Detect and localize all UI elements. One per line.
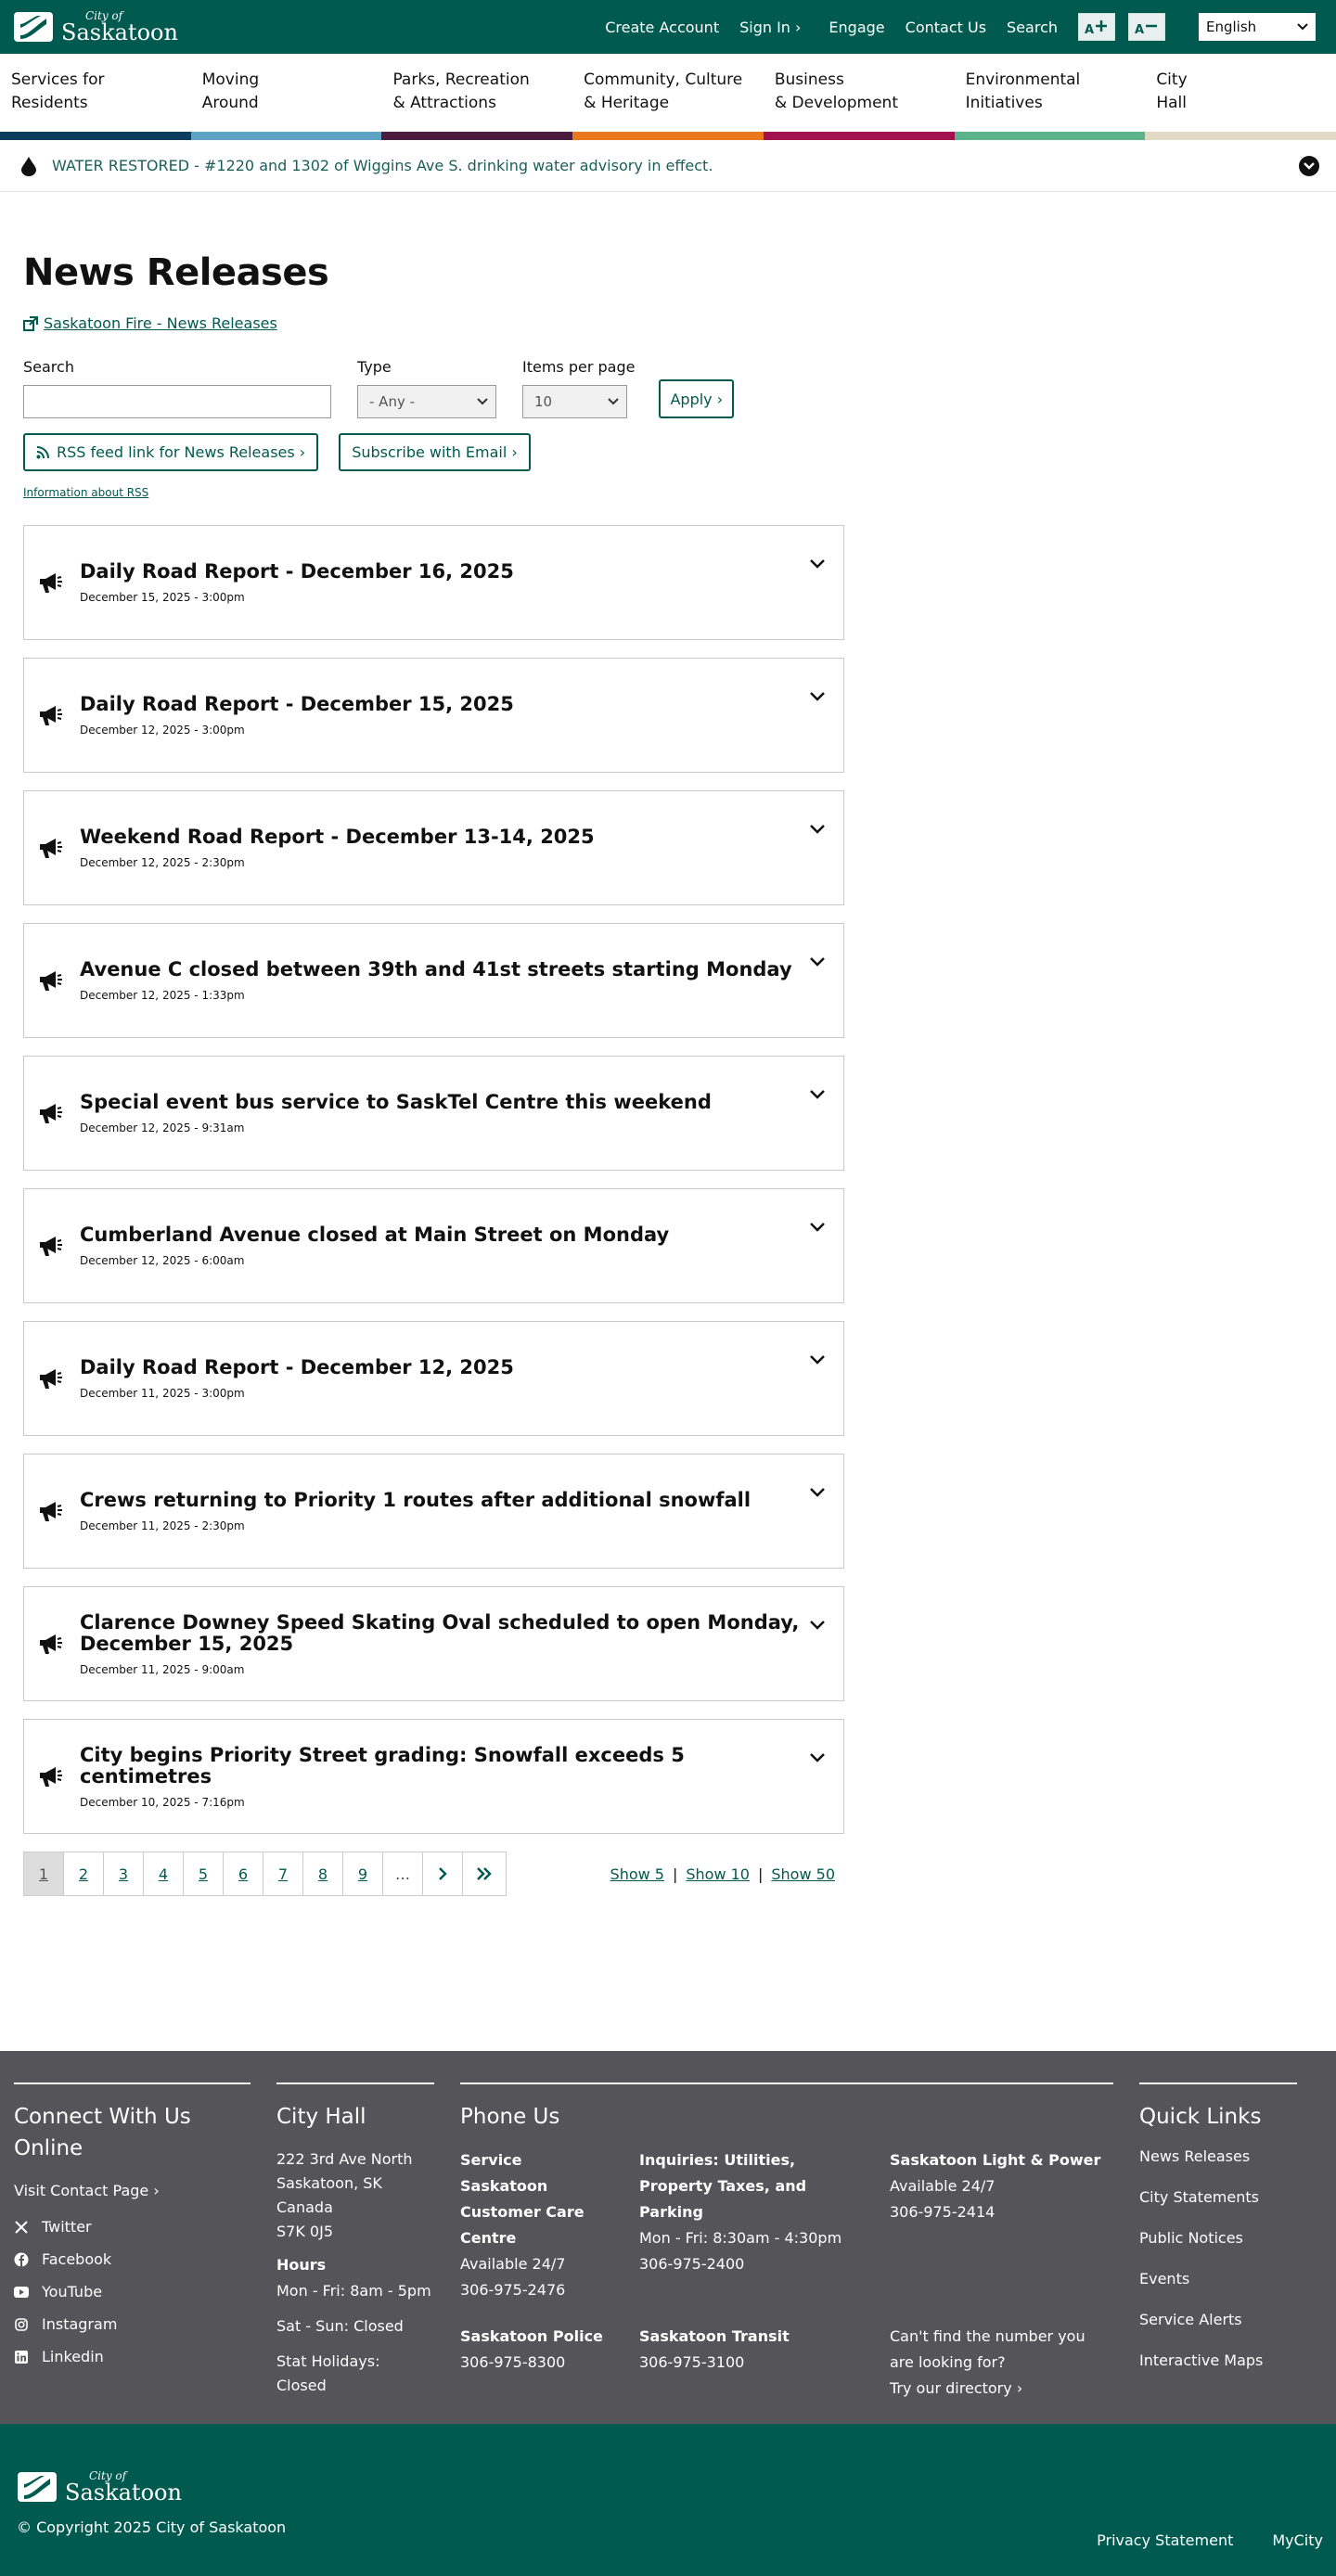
- nav-item-label-line1: Services for: [11, 70, 105, 89]
- chevron-down-icon[interactable]: [808, 686, 827, 705]
- phone-entry-line: 306-975-2414: [890, 2203, 996, 2221]
- chevron-down-icon: [608, 398, 619, 405]
- main-nav: [0, 54, 1336, 140]
- news-item[interactable]: [23, 658, 844, 773]
- bottom-bar: [0, 2424, 1336, 2576]
- phone-entry-title: Service Saskatoon Customer Care Centre: [460, 2151, 584, 2247]
- pagination: [23, 1852, 844, 1896]
- news-item-title[interactable]: Daily Road Report - December 15, 2025: [80, 693, 514, 715]
- news-item-date: December 12, 2025 - 6:00am: [80, 1254, 245, 1267]
- phone-entry: [460, 2147, 609, 2303]
- items-per-page-value: 10: [534, 393, 553, 410]
- nav-item-label-line1: Business: [774, 70, 844, 89]
- external-link-icon: [23, 316, 38, 331]
- footer-phone: [460, 2083, 1113, 2424]
- news-item[interactable]: [23, 790, 844, 905]
- chevron-down-icon[interactable]: [808, 1350, 827, 1368]
- news-item-title[interactable]: Weekend Road Report - December 13-14, 2025: [80, 826, 595, 848]
- nav-item-label-line2: & Attractions: [392, 94, 496, 112]
- address-line: Canada: [276, 2198, 333, 2216]
- news-item-date: December 12, 2025 - 3:00pm: [80, 724, 245, 737]
- chevron-down-icon: [477, 398, 488, 405]
- megaphone-icon: [37, 968, 63, 993]
- phone-entry-line: Available 24/7: [890, 2177, 996, 2195]
- news-item-text: [80, 672, 808, 759]
- news-item-text: [80, 1202, 808, 1289]
- phone-entry-line: 306-975-2400: [639, 2255, 745, 2273]
- news-item-text: [80, 1467, 808, 1555]
- nav-color-bar: [381, 132, 572, 140]
- megaphone-icon: [37, 570, 63, 595]
- logo-text-small: City of: [85, 9, 123, 22]
- main-content: [0, 251, 1336, 1896]
- news-item[interactable]: [23, 1321, 844, 1436]
- quick-link[interactable]: News Releases: [1139, 2147, 1251, 2165]
- svg-text:A: A: [1085, 23, 1095, 36]
- nav-item-label-line2: Initiatives: [965, 94, 1043, 112]
- social-link-instagram[interactable]: [14, 2315, 250, 2333]
- news-item-title[interactable]: Cumberland Avenue closed at Main Street on Monday: [80, 1224, 670, 1246]
- create-account-link[interactable]: Create Account: [605, 18, 720, 36]
- footer-logo[interactable]: [17, 2470, 1322, 2504]
- chevron-down-icon[interactable]: [808, 1217, 827, 1236]
- news-item-title[interactable]: Daily Road Report - December 12, 2025: [80, 1356, 514, 1378]
- youtube-icon: [14, 2285, 29, 2300]
- footer-quick-links: [1139, 2083, 1297, 2424]
- logo-mark-icon: [17, 2471, 58, 2503]
- logo-text-small: City of: [89, 2469, 127, 2482]
- type-select-value: - Any -: [369, 393, 416, 410]
- news-item-date: December 12, 2025 - 2:30pm: [80, 856, 245, 869]
- nav-item-label-line2: Around: [201, 94, 259, 112]
- hours-title: Hours: [276, 2256, 327, 2274]
- news-item-title[interactable]: Special event bus service to SaskTel Centre this weekend: [80, 1091, 712, 1113]
- items-per-page-select[interactable]: [522, 385, 627, 418]
- quick-link[interactable]: Public Notices: [1139, 2229, 1243, 2247]
- phone-entry-line: 306-975-3100: [639, 2353, 745, 2371]
- rss-icon: [36, 446, 49, 459]
- news-item-text: [80, 539, 808, 626]
- search-link[interactable]: Search: [1007, 18, 1058, 36]
- last-page-button[interactable]: [463, 1852, 506, 1895]
- page-ellipsis: …: [383, 1852, 423, 1895]
- quick-links-title: Quick Links: [1139, 2105, 1262, 2129]
- news-item[interactable]: [23, 1454, 844, 1569]
- news-item-date: December 11, 2025 - 3:00pm: [80, 1387, 245, 1400]
- alert-text[interactable]: WATER RESTORED - #1220 and 1302 of Wiggins Ave S. drinking water advisory in effect.: [52, 157, 713, 174]
- news-item-date: December 12, 2025 - 9:31am: [80, 1121, 245, 1134]
- phone-entry: [460, 2324, 639, 2402]
- chevron-down-icon[interactable]: [808, 1084, 827, 1103]
- nav-item[interactable]: [191, 54, 382, 140]
- social-link-label: YouTube: [42, 2283, 103, 2300]
- water-drop-icon: [20, 156, 37, 176]
- nav-color-bar: [0, 132, 191, 140]
- news-item-title[interactable]: Clarence Downey Speed Skating Oval scheduled to open Monday, December 15, 2025: [80, 1610, 800, 1655]
- nav-color-bar: [955, 132, 1146, 140]
- megaphone-icon: [37, 1632, 63, 1656]
- chevron-down-icon: [1304, 162, 1315, 170]
- subscribe-email-button[interactable]: Subscribe with Email ›: [339, 433, 531, 471]
- address-line: Saskatoon, SK: [276, 2174, 382, 2192]
- facebook-icon: [14, 2252, 29, 2267]
- search-input[interactable]: [23, 385, 331, 418]
- page-title: News Releases: [23, 251, 329, 294]
- font-decrease-icon: [1133, 18, 1161, 36]
- news-list: [23, 525, 844, 1834]
- nav-item[interactable]: [572, 54, 764, 140]
- city-logo[interactable]: [13, 10, 178, 44]
- page-link[interactable]: 6: [224, 1852, 263, 1895]
- news-item[interactable]: [23, 525, 844, 640]
- type-select[interactable]: [357, 385, 496, 418]
- hours-line: Sat - Sun: Closed: [276, 2317, 404, 2335]
- phone-entry-line: Can't find the number you are looking for?: [890, 2327, 1086, 2371]
- nav-color-bar: [764, 132, 955, 140]
- font-decrease-button[interactable]: [1128, 13, 1165, 41]
- logo-text-big: Saskatoon: [65, 2480, 182, 2506]
- font-increase-icon: [1083, 18, 1111, 36]
- separator: |: [672, 1865, 678, 1883]
- news-item-date: December 15, 2025 - 3:00pm: [80, 591, 245, 604]
- language-select[interactable]: [1199, 13, 1316, 41]
- phone-entry-title: Saskatoon Transit: [639, 2327, 790, 2345]
- nav-item[interactable]: [381, 54, 572, 140]
- nav-color-bar: [191, 132, 382, 140]
- quick-link[interactable]: City Statements: [1139, 2188, 1259, 2206]
- news-item-title[interactable]: City begins Priority Street grading: Snowfall exceeds 5 centimetres: [80, 1743, 685, 1788]
- news-item-text: [80, 1335, 808, 1422]
- hours-line: Stat Holidays: Closed: [276, 2352, 380, 2394]
- search-label: Search: [23, 358, 74, 376]
- megaphone-icon: [37, 1234, 63, 1258]
- quick-link[interactable]: Service Alerts: [1139, 2311, 1242, 2328]
- social-link-label: Twitter: [42, 2218, 92, 2236]
- page-link[interactable]: 2: [64, 1852, 104, 1895]
- phone-entry-line: Available 24/7: [460, 2255, 566, 2273]
- chevron-down-icon[interactable]: [808, 554, 827, 572]
- chevron-right-icon: [437, 1867, 448, 1880]
- phone-entry: [890, 2324, 1113, 2402]
- news-item[interactable]: [23, 1586, 844, 1701]
- page-link[interactable]: 4: [144, 1852, 184, 1895]
- chevron-down-icon[interactable]: [808, 1482, 827, 1501]
- social-link-youtube[interactable]: [14, 2283, 250, 2300]
- news-item-text: [80, 804, 808, 891]
- address-line: S7K 0J5: [276, 2223, 333, 2240]
- social-link-facebook[interactable]: [14, 2250, 250, 2268]
- directory-link[interactable]: Try our directory ›: [890, 2379, 1023, 2397]
- news-item-date: December 12, 2025 - 1:33pm: [80, 989, 245, 1002]
- news-item[interactable]: [23, 923, 844, 1038]
- nav-item-label-line1: Community, Culture: [584, 70, 743, 89]
- apply-button[interactable]: Apply ›: [659, 379, 734, 418]
- news-item[interactable]: [23, 1056, 844, 1171]
- top-bar: [0, 0, 1336, 54]
- nav-item-label-line2: & Development: [774, 94, 898, 112]
- nav-item-label-line2: & Heritage: [584, 94, 670, 112]
- page-link[interactable]: 7: [263, 1852, 303, 1895]
- news-item-date: December 11, 2025 - 2:30pm: [80, 1519, 245, 1532]
- show-10-link[interactable]: Show 10: [686, 1865, 750, 1883]
- news-item[interactable]: [23, 1719, 844, 1834]
- megaphone-icon: [37, 703, 63, 727]
- news-item-text: [80, 1070, 808, 1157]
- chevron-down-icon[interactable]: [808, 1615, 827, 1634]
- phone-entry-title: Saskatoon Police: [460, 2327, 603, 2345]
- news-item-text: [80, 937, 808, 1024]
- nav-item-label-line1: Moving: [201, 70, 260, 89]
- twitter-icon: [14, 2220, 29, 2235]
- social-link-label: Linkedin: [42, 2348, 104, 2365]
- alert-banner: [0, 140, 1336, 192]
- nav-color-bar: [572, 132, 764, 140]
- site-header: [0, 0, 1336, 192]
- logo-mark-icon: [13, 11, 54, 43]
- connect-title: Connect With Us Online: [14, 2105, 191, 2160]
- megaphone-icon: [37, 1366, 63, 1391]
- engage-link[interactable]: Engage: [829, 18, 885, 36]
- chevron-down-icon[interactable]: [808, 819, 827, 838]
- svg-text:A: A: [1135, 23, 1145, 36]
- footer-city-hall: [276, 2083, 434, 2424]
- font-increase-button[interactable]: [1078, 13, 1115, 41]
- separator: |: [757, 1865, 764, 1883]
- items-per-page-label: Items per page: [522, 358, 636, 376]
- copyright: © Copyright 2025 City of Saskatoon: [17, 2518, 287, 2536]
- rss-feed-button[interactable]: [23, 433, 318, 471]
- phone-entry-line: Mon - Fri: 8:30am - 4:30pm: [639, 2229, 842, 2247]
- social-link-twitter[interactable]: [14, 2218, 250, 2236]
- show-50-link[interactable]: Show 50: [771, 1865, 835, 1883]
- news-item[interactable]: [23, 1188, 844, 1303]
- megaphone-icon: [37, 1764, 63, 1788]
- contact-us-link[interactable]: Contact Us: [905, 18, 987, 36]
- mycity-link[interactable]: MyCity: [1272, 2531, 1323, 2549]
- show-5-link[interactable]: Show 5: [610, 1865, 664, 1883]
- hours-line: Mon - Fri: 8am - 5pm: [276, 2282, 431, 2300]
- page-link[interactable]: 9: [343, 1852, 383, 1895]
- news-item-title[interactable]: Daily Road Report - December 16, 2025: [80, 560, 514, 583]
- nav-item[interactable]: [955, 54, 1146, 140]
- quick-link[interactable]: Interactive Maps: [1139, 2352, 1264, 2369]
- logo-text-big: Saskatoon: [61, 19, 178, 45]
- news-item-date: December 11, 2025 - 9:00am: [80, 1662, 245, 1676]
- filter-form: [23, 358, 1313, 418]
- phone-entry-title: Inquiries: Utilities, Property Taxes, and Parking: [639, 2151, 807, 2221]
- language-value: English: [1206, 19, 1257, 35]
- news-item-text: [80, 1590, 808, 1698]
- phone-entry: [639, 2324, 890, 2402]
- nav-item-label-line1: Parks, Recreation: [392, 70, 530, 89]
- megaphone-icon: [37, 836, 63, 860]
- linkedin-icon: [14, 2350, 29, 2365]
- rss-feed-button-label: RSS feed link for News Releases ›: [57, 443, 306, 461]
- chevron-down-icon: [1297, 23, 1308, 31]
- visit-contact-link[interactable]: Visit Contact Page ›: [14, 2182, 160, 2199]
- privacy-link[interactable]: Privacy Statement: [1097, 2531, 1234, 2549]
- fire-news-link-label: Saskatoon Fire - News Releases: [44, 314, 277, 332]
- social-link-label: Facebook: [42, 2250, 112, 2268]
- phone-entry-title: Saskatoon Light & Power: [890, 2151, 1101, 2169]
- phone-title: Phone Us: [460, 2105, 560, 2129]
- pager: [23, 1852, 507, 1896]
- double-chevron-right-icon: [476, 1867, 493, 1880]
- phone-entry: [639, 2147, 862, 2303]
- social-link-linkedin[interactable]: [14, 2348, 250, 2365]
- rss-info-link[interactable]: Information about RSS: [23, 486, 149, 499]
- news-item-title[interactable]: Crews returning to Priority 1 routes after additional snowfall: [80, 1489, 752, 1511]
- sign-in-link[interactable]: Sign In ›: [739, 18, 802, 36]
- megaphone-icon: [37, 1499, 63, 1523]
- page-link[interactable]: 1: [24, 1852, 64, 1895]
- city-hall-title: City Hall: [276, 2105, 366, 2129]
- phone-entry-line: 306-975-2476: [460, 2281, 566, 2299]
- nav-item-label-line1: City: [1156, 70, 1188, 89]
- chevron-down-icon[interactable]: [808, 1748, 827, 1766]
- nav-item[interactable]: [764, 54, 955, 140]
- type-label: Type: [357, 358, 392, 376]
- page-link[interactable]: 8: [303, 1852, 343, 1895]
- instagram-icon: [14, 2317, 29, 2332]
- show-count-links: [610, 1865, 844, 1883]
- nav-color-bar: [1145, 132, 1336, 140]
- nav-item-label-line1: Environmental: [965, 70, 1081, 89]
- page-link[interactable]: 5: [184, 1852, 224, 1895]
- fire-news-link[interactable]: [23, 314, 1313, 332]
- nav-item[interactable]: [0, 54, 191, 140]
- alert-toggle-button[interactable]: [1299, 156, 1319, 176]
- news-item-title[interactable]: Avenue C closed between 39th and 41st streets starting Monday: [80, 958, 792, 980]
- quick-link[interactable]: Events: [1139, 2270, 1190, 2288]
- nav-item[interactable]: [1145, 54, 1336, 140]
- address-line: 222 3rd Ave North: [276, 2150, 413, 2168]
- phone-entry: [890, 2147, 1113, 2303]
- page-link[interactable]: 3: [104, 1852, 144, 1895]
- next-page-button[interactable]: [423, 1852, 463, 1895]
- news-item-text: [80, 1723, 808, 1831]
- nav-item-label-line2: Hall: [1156, 94, 1187, 112]
- chevron-down-icon[interactable]: [808, 952, 827, 970]
- nav-item-label-line2: Residents: [11, 94, 88, 112]
- footer-connect: [14, 2083, 250, 2424]
- megaphone-icon: [37, 1101, 63, 1125]
- news-item-date: December 10, 2025 - 7:16pm: [80, 1795, 245, 1809]
- site-footer: [0, 2051, 1336, 2424]
- phone-entry-line: 306-975-8300: [460, 2353, 566, 2371]
- social-link-label: Instagram: [42, 2315, 118, 2333]
